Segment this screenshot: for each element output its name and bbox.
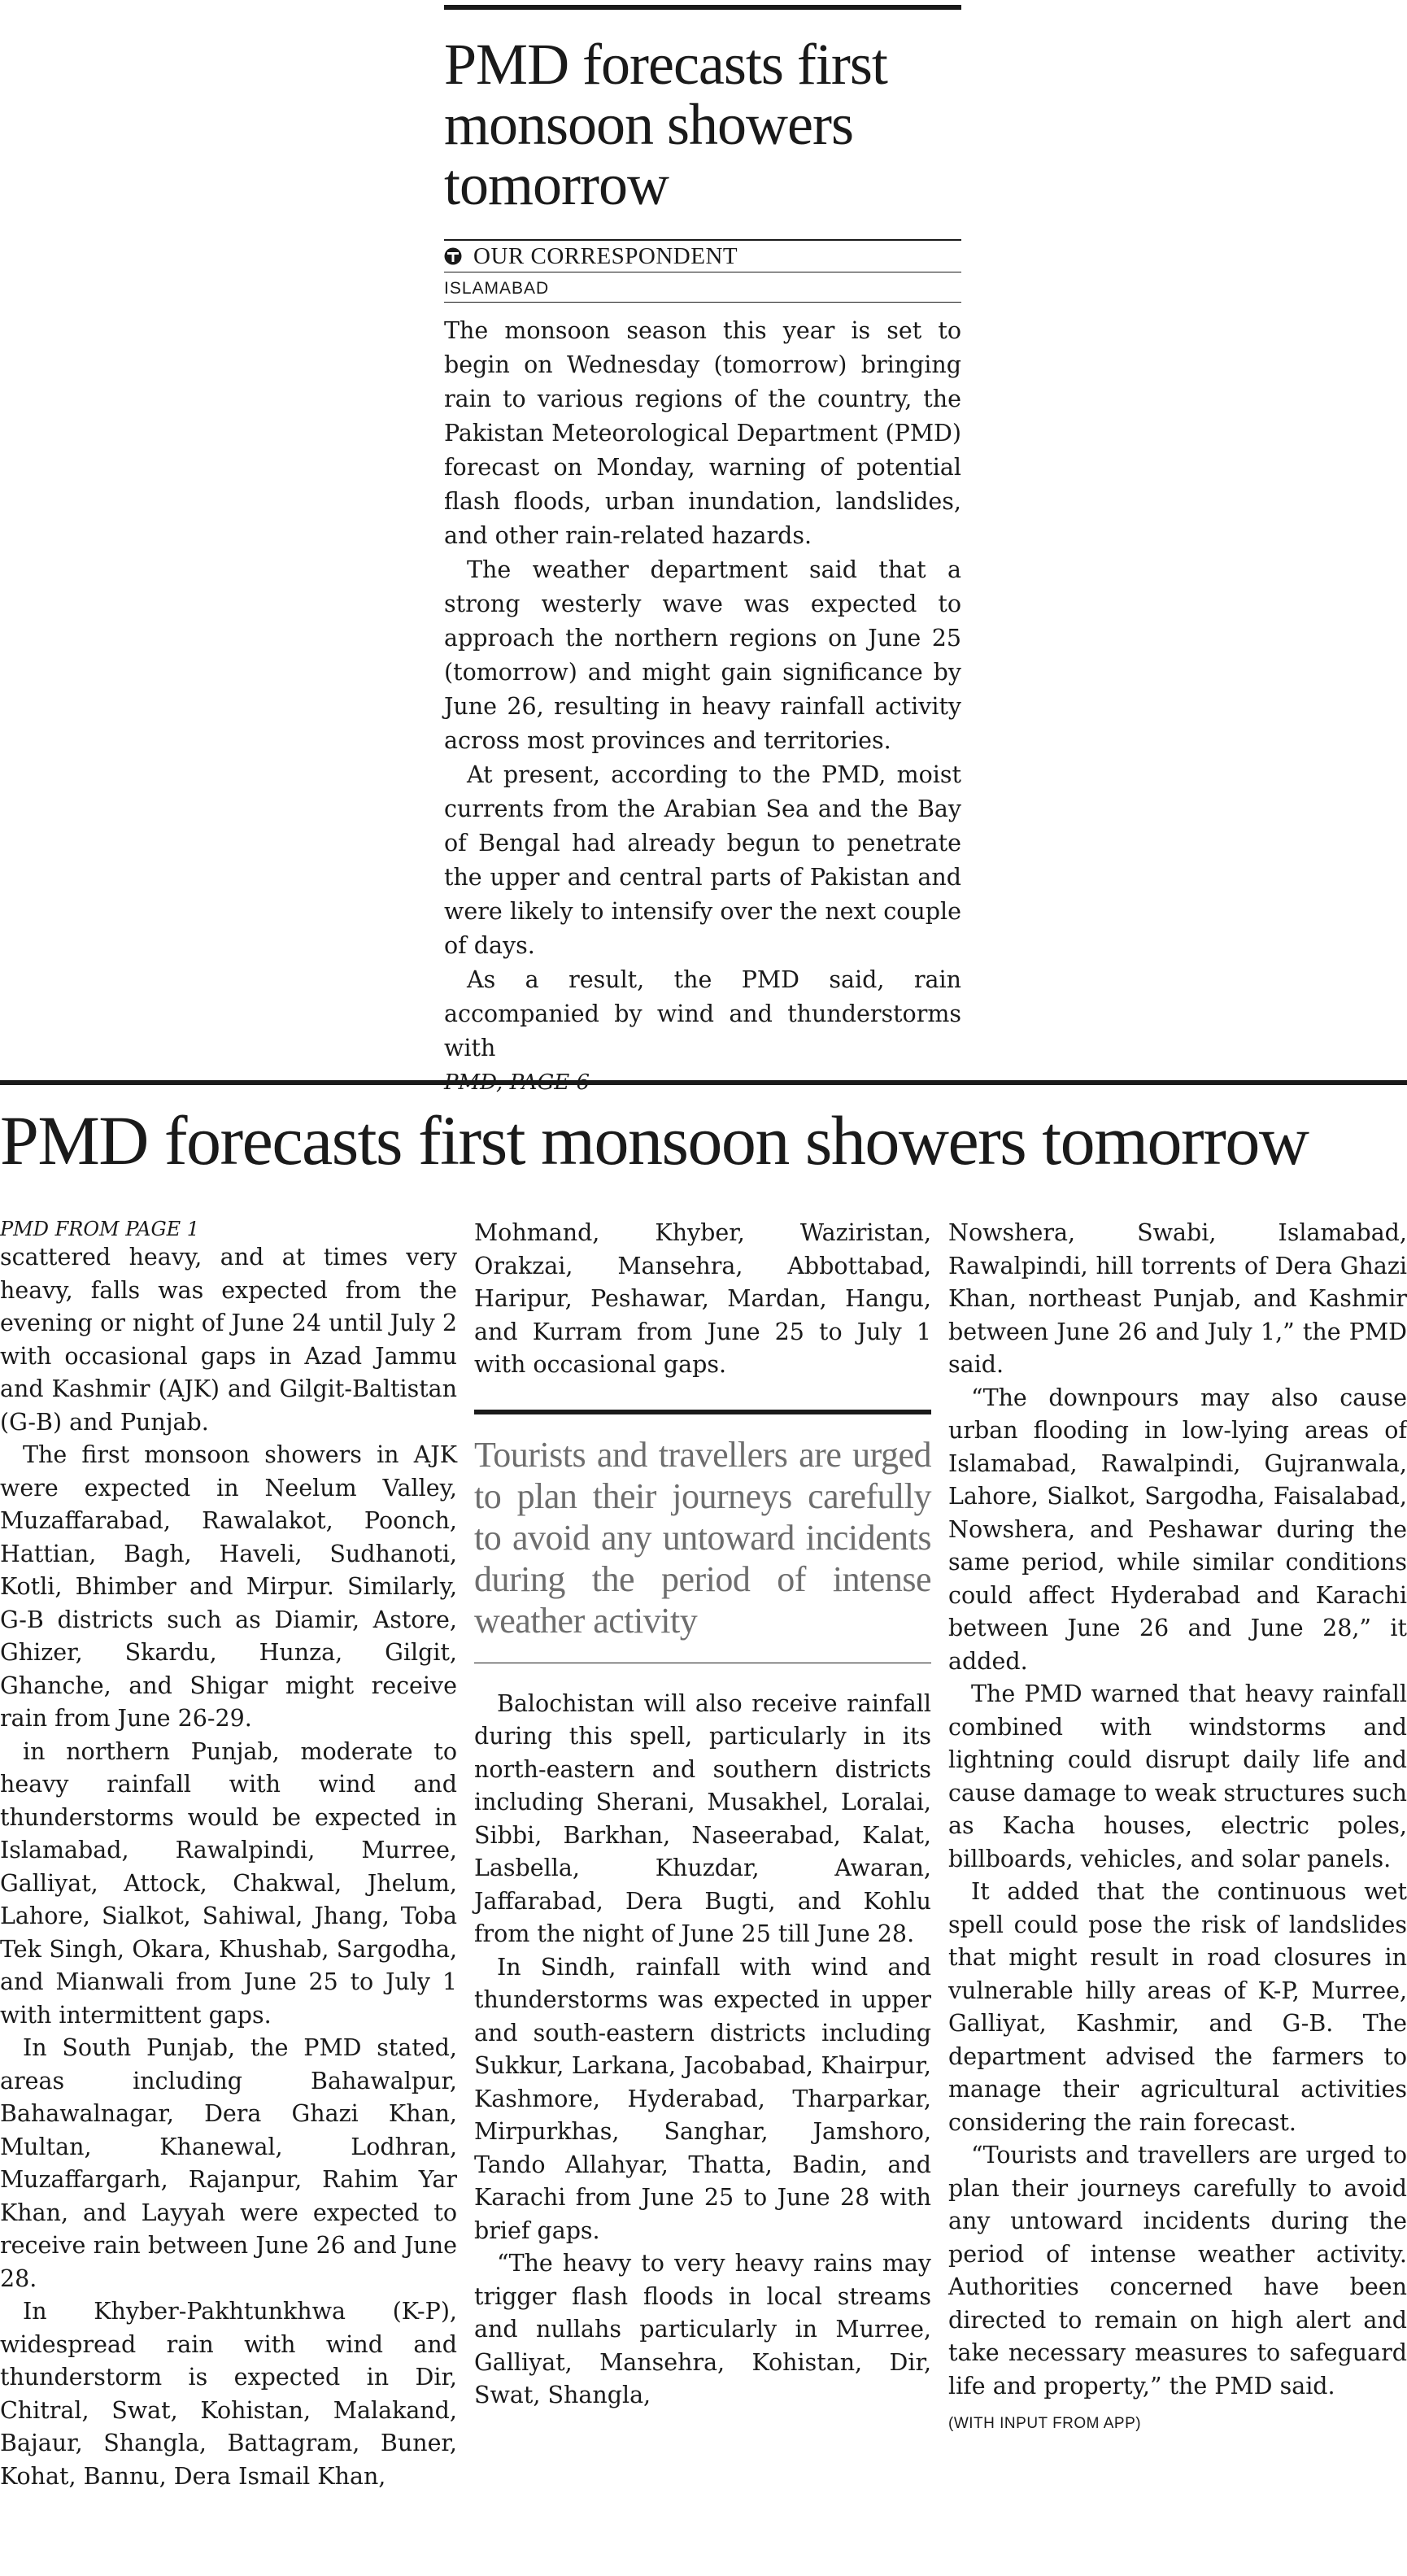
paragraph: The weather department said that a strong westerly wave was expected to approach the northern regions on June 25 (tomorrow) and might gain significance by June 26, resulting in heavy rainfall activity across most provinces and territories.: [444, 556, 961, 754]
dateline: ISLAMABAD: [444, 276, 961, 303]
paragraph: It added that the continuous wet spell could pose the risk of landslides that might result in road closures in vulnerable hilly areas of K-P, Murree, Galliyat, Kashmir, and G-B. The department advised the farmers to manage their agricultural activities considering the rain forecast.: [948, 1878, 1407, 2136]
agency-credit: (WITH INPUT FROM APP): [948, 2415, 1142, 2432]
pull-quote: Tourists and travellers are urged to plan their journeys carefully to avoid any untoward incidents during the period of intense weather activity: [474, 1410, 931, 1663]
paragraph: In Sindh, rainfall with wind and thunderstorms was expected in upper and south-eastern districts including Sukkur, Larkana, Jacobabad, Khairpur, Kashmore, Hyderabad, Tharparkar, Mirpurkhas, Sanghar, Jamshoro, Tando Allahyar, Thatta, Badin, and Karachi from June 25 to June 28 with brief gaps.: [474, 1953, 931, 2244]
front-page-story: [444, 0, 961, 1100]
top-rule: [444, 5, 961, 10]
paragraph: In South Punjab, the PMD stated, areas including Bahawalpur, Bahawalnagar, Dera Ghazi Khan, Multan, Khanewal, Lodhran, Muzaffargarh, Rajanpur, Rahim Yar Khan, and Layyah were expected to receive rain between June 26 and June 28.: [0, 2034, 457, 2292]
paragraph: “Tourists and travellers are urged to plan their journeys carefully to avoid any untoward incidents during the period of intense weather activity. Authorities concerned have been directed to remain on high alert and take necessary measures to safeguard life and property,” the PMD said.: [948, 2142, 1407, 2399]
paragraph: As a result, the PMD said, rain accompanied by wind and thunderstorms with: [444, 966, 961, 1061]
inside-headline: PMD forecasts first monsoon showers tomorrow: [0, 1101, 1309, 1179]
paragraph: Nowshera, Swabi, Islamabad, Rawalpindi, hill torrents of Dera Ghazi Khan, northeast Punjab, and Kashmir between June 26 and July 1,” the PMD said.: [948, 1219, 1407, 1378]
from-page-label: PMD FROM PAGE 1: [0, 1218, 200, 1240]
paragraph: Mohmand, Khyber, Waziristan, Orakzai, Mansehra, Abbottabad, Haripur, Peshawar, Mardan, Hangu, and Kurram from June 25 to July 1 with occasional gaps.: [474, 1219, 931, 1378]
column-3: [948, 1217, 1407, 2441]
byline-row: [444, 239, 961, 272]
front-body: [444, 314, 961, 1100]
paragraph: “The heavy to very heavy rains may trigger flash floods in local streams and nullahs particularly in Murree, Galliyat, Mansehra, Kohistan, Dir, Swat, Shangla,: [474, 2250, 931, 2408]
paragraph: In Khyber-Pakhtunkhwa (K-P), widespread rain with wind and thunderstorm is expected in Dir, Chitral, Swat, Kohistan, Malakand, Bajaur, Shangla, Battagram, Buner, Kohat, Bannu, Dera Ismail Khan,: [0, 2298, 457, 2490]
paragraph: scattered heavy, and at times very heavy, falls was expected from the evening or night of June 24 until July 2 with occasional gaps in Azad Jammu and Kashmir (AJK) and Gilgit-Baltistan (G-B) and Punjab.: [0, 1244, 457, 1436]
column-2: [474, 1217, 931, 2413]
section-divider: [0, 1080, 1407, 1085]
paragraph: Balochistan will also receive rainfall during this spell, particularly in its north-eastern and southern districts including Sherani, Musakhel, Loralai, Sibbi, Barkhan, Naseerabad, Kalat, Lasbella, Khuzdar, Awaran, Jaffarabad, Dera Bugti, and Kohlu from the night of June 25 till June 28.: [474, 1689, 931, 1947]
publication-logo-icon: [444, 247, 462, 265]
front-headline: PMD forecasts first monsoon showers tomorrow: [444, 32, 887, 217]
paragraph: “The downpours may also cause urban flooding in low-lying areas of Islamabad, Rawalpindi, Gujranwala, Lahore, Sialkot, Sargodha, Faisalabad, Nowshera, and Peshawar during the same period, while similar conditions could affect Hyderabad and Karachi between June 26 and June 28,” it added.: [948, 1384, 1407, 1675]
paragraph: The first monsoon showers in AJK were expected in Neelum Valley, Muzaffarabad, Rawalakot, Poonch, Hattian, Bagh, Haveli, Sudhanoti, Kotli, Bhimber and Mirpur. Similarly, G-B districts such as Diamir, Astore, Ghizer, Skardu, Hunza, Gilgit, Ghanche, and Shigar might receive rain from June 26-29.: [0, 1441, 457, 1732]
paragraph: At present, according to the PMD, moist currents from the Arabian Sea and the Bay of Bengal had already begun to penetrate the upper and central parts of Pakistan and were likely to intensify over the next couple of days.: [444, 761, 961, 959]
paragraph: The PMD warned that heavy rainfall combined with windstorms and lightning could disrupt daily life and cause damage to weak structures such as Kacha houses, electric poles, billboards, vehicles, and solar panels.: [948, 1680, 1407, 1872]
paragraph: The monsoon season this year is set to begin on Wednesday (tomorrow) bringing rain to various regions of the country, the Pakistan Meteorological Department (PMD) forecast on Monday, warning of potential flash floods, urban inundation, landslides, and other rain-related hazards.: [444, 317, 961, 549]
paragraph: in northern Punjab, moderate to heavy rainfall with wind and thunderstorms would be expected in Islamabad, Rawalpindi, Murree, Galliyat, Attock, Chakwal, Jhelum, Lahore, Sialkot, Sahiwal, Jhang, Toba Tek Singh, Okara, Khushab, Sargodha, and Mianwali from June 25 to July 1 with intermittent gaps.: [0, 1737, 457, 2029]
byline: OUR CORRESPONDENT: [473, 242, 738, 269]
column-1: [0, 1217, 457, 2493]
